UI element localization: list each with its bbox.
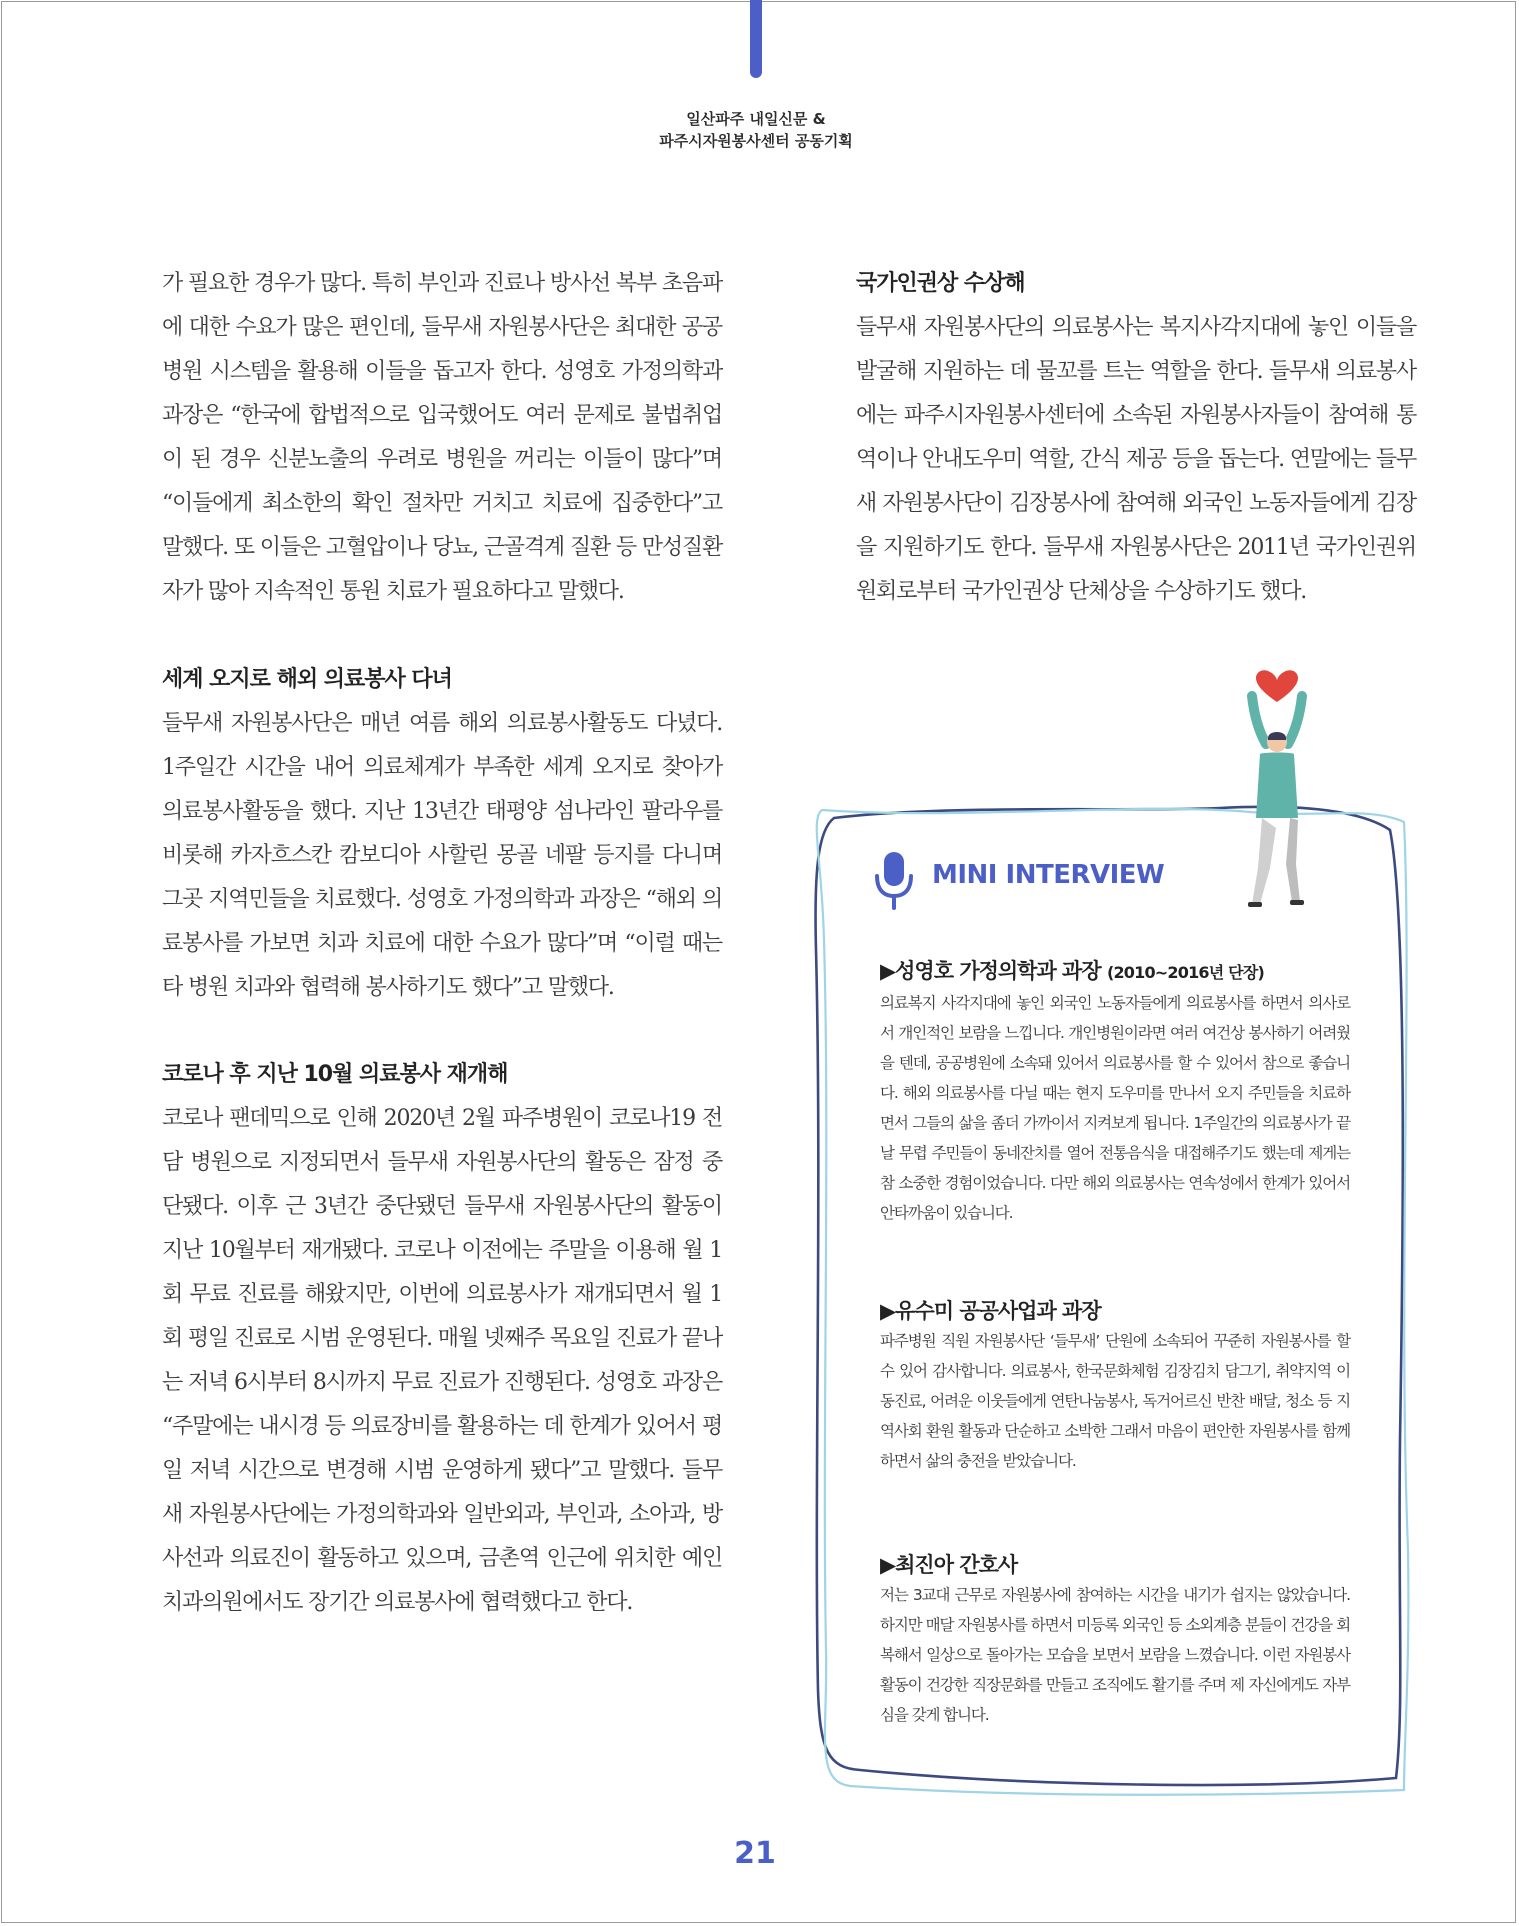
interviewee-name: ▶최진아 간호사 [880,1553,1018,1577]
interviewee-name: ▶성영호 가정의학과 과장 [880,959,1101,983]
section-title-overseas: 세계 오지로 해외 의료봉사 다녀 [162,667,452,692]
interviewee-note: (2010~2016년 단장) [1106,963,1264,982]
header-line-2: 파주시자원봉사센터 공동기획 [659,132,853,150]
page-number: 21 [734,1836,776,1871]
interview-body: 의료복지 사각지대에 놓인 외국인 노동자들에게 의료봉사를 하면서 의사로서 개인적인 보람을 느낍니다. 개인병원이라면 여러 여건상 봉사하기 어려웠을 텐데, 공공병원에 소속돼 있어서 의료봉사를 할 수 있어서 참으로 좋습니다. 해외 의료봉사를 다닐 때는 현지 도우미를 만나서 오지 주민들을 치료하면서 그들의 삶을 좀더 가까이서 지켜보게 됩니다. 1주일간의 의료봉사가 끝날 무렵 주민들이 동네잔치를 열어 전통음식을 대접해주기도 했는데 제게는 참 소중한 경험이었습니다. 다만 해외 의료봉사는 연속성에서 한계가 있어서 안타까움이 있습니다. [880,994,1350,1222]
left-column [162,262,722,1625]
top-accent-bar [750,0,762,78]
section-title-resume: 코로나 후 지난 10월 의료봉사 재개해 [162,1062,508,1087]
interview-body: 저는 3교대 근무로 자원봉사에 참여하는 시간을 내기가 쉽지는 않았습니다. 하지만 매달 자원봉사를 하면서 미등록 외국인 등 소외계층 분들이 건강을 회복해서 일상으로 돌아가는 모습을 보면서 보람을 느꼈습니다. 이런 자원봉사활동이 건강한 직장문화를 만들고 조직에도 활기를 주며 제 자신에게도 자부심을 갖게 합니다. [880,1586,1350,1724]
mini-interview-title: MINI INTERVIEW [932,860,1165,890]
section-body-resume: 코로나 팬데믹으로 인해 2020년 2월 파주병원이 코로나19 전담 병원으로 지정되면서 들무새 자원봉사단의 활동은 잠정 중단됐다. 이후 근 3년간 중단됐던 들무새 자원봉사단의 활동이 지난 10월부터 재개됐다. 코로나 이전에는 주말을 이용해 월 1회 무료 진료를 해왔지만, 이번에 의료봉사가 재개되면서 월 1회 평일 진료로 시범 운영된다. 매월 넷째주 목요일 진료가 끝나는 저녁 6시부터 8시까지 무료 진료가 진행된다. 성영호 과장은 “주말에는 내시경 등 의료장비를 활용하는 데 한계가 있어서 평일 저녁 시간으로 변경해 시범 운영하게 됐다”고 말했다. 들무새 자원봉사단에는 가정의학과와 일반외과, 부인과, 소아과, 방사선과 의료진이 활동하고 있으며, 금촌역 인근에 위치한 예인치과의원에서도 장기간 의료봉사에 협력했다고 한다. [162,1106,722,1615]
right-column [856,262,1416,614]
intro-paragraph: 가 필요한 경우가 많다. 특히 부인과 진료나 방사선 복부 초음파에 대한 수요가 많은 편인데, 들무새 자원봉사단은 최대한 공공병원 시스템을 활용해 이들을 돕고자 한다. 성영호 가정의학과 과장은 “한국에 합법적으로 입국했어도 여러 문제로 불법취업이 된 경우 신분노출의 우려로 병원을 꺼리는 이들이 많다”며 “이들에게 최소한의 확인 절차만 거치고 치료에 집중한다”고 말했다. 또 이들은 고혈압이나 당뇨, 근골격계 질환 등 만성질환자가 많아 지속적인 통원 치료가 필요하다고 말했다. [162,271,722,604]
interview-item-2 [880,1296,1350,1476]
heart-icon [1256,670,1298,702]
person-holding-heart-illustration [1232,668,1322,908]
interview-body: 파주병원 직원 자원봉사단 ‘들무새’ 단원에 소속되어 꾸준히 자원봉사를 할 수 있어 감사합니다. 의료봉사, 한국문화체험 김장김치 담그기, 취약지역 이동진료, 어려운 이웃들에게 연탄나눔봉사, 독거어르신 반찬 배달, 청소 등 지역사회 환원 활동과 단순하고 소박한 그래서 마음이 편안한 자원봉사를 함께 하면서 삶의 충전을 받았습니다. [880,1332,1350,1470]
section-body-overseas: 들무새 자원봉사단은 매년 여름 해외 의료봉사활동도 다녔다. 1주일간 시간을 내어 의료체계가 부족한 세계 오지로 찾아가 의료봉사활동을 했다. 지난 13년간 태평양 섬나라인 팔라우를 비롯해 카자흐스칸 캄보디아 사할린 몽골 네팔 등지를 다니며 그곳 지역민들을 치료했다. 성영호 가정의학과 과장은 “해외 의료봉사를 가보면 치과 치료에 대한 수요가 많다”며 “이럴 때는 타 병원 치과와 협력해 봉사하기도 했다”고 말했다. [162,711,722,1000]
interview-item-3 [880,1550,1350,1730]
section-title-award: 국가인권상 수상해 [856,271,1025,296]
section-body-award: 들무새 자원봉사단의 의료봉사는 복지사각지대에 놓인 이들을 발굴해 지원하는 데 물꼬를 트는 역할을 한다. 들무새 의료봉사에는 파주시자원봉사센터에 소속된 자원봉사자들이 참여해 통역이나 안내도우미 역할, 간식 제공 등을 돕는다. 연말에는 들무새 자원봉사단이 김장봉사에 참여해 외국인 노동자들에게 김장을 지원하기도 한다. 들무새 자원봉사단은 2011년 국가인권위원회로부터 국가인권상 단체상을 수상하기도 했다. [856,315,1416,604]
interviewee-name: ▶유수미 공공사업과 과장 [880,1299,1101,1323]
microphone-icon [872,850,916,912]
interview-item-1 [880,956,1350,1228]
header-line-1: 일산파주 내일신문 & [686,110,826,128]
page-header [560,108,952,152]
